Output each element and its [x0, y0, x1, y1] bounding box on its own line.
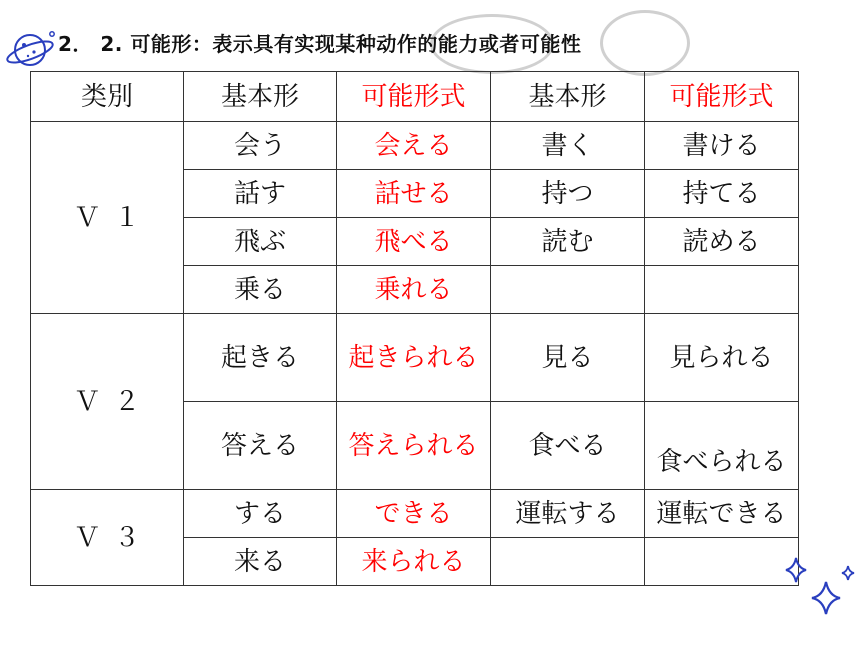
- header-potential-form: 可能形式: [645, 72, 799, 122]
- base-form-cell: 飛ぶ: [184, 218, 337, 266]
- table-row: [31, 122, 799, 170]
- base-form-cell: [491, 538, 645, 586]
- conjugation-table: [30, 71, 799, 586]
- base-form-cell: する: [184, 490, 337, 538]
- header-category: 类別: [31, 72, 184, 122]
- sparkle-stars-icon: [780, 552, 860, 622]
- base-form-cell: 持つ: [491, 170, 645, 218]
- base-form-cell: 答える: [184, 402, 337, 490]
- potential-form-cell: 読める: [645, 218, 799, 266]
- table-row: [31, 314, 799, 402]
- base-form-cell: 書く: [491, 122, 645, 170]
- base-form-cell: 読む: [491, 218, 645, 266]
- potential-form-text: 起きられる: [348, 342, 479, 373]
- potential-form-cell: 話せる: [337, 170, 491, 218]
- potential-form-cell: できる: [337, 490, 491, 538]
- potential-form-cell: 持てる: [645, 170, 799, 218]
- base-form-cell: 来る: [184, 538, 337, 586]
- potential-form-cell: 乗れる: [337, 266, 491, 314]
- section-number: 2: [58, 32, 73, 56]
- potential-form-text: 答えられる: [348, 430, 479, 461]
- table-row: [31, 490, 799, 538]
- potential-form-cell: 会える: [337, 122, 491, 170]
- potential-form-cell: 見られる: [645, 314, 799, 402]
- potential-form-cell: 飛べる: [337, 218, 491, 266]
- group-label-v1: Ｖ１: [31, 122, 184, 314]
- highlight-circle: [600, 10, 690, 76]
- potential-form-cell: 運転できる: [645, 490, 799, 538]
- base-form-cell: 運転する: [491, 490, 645, 538]
- group-label-v3: Ｖ３: [31, 490, 184, 586]
- base-form-cell: [491, 266, 645, 314]
- table-header-row: [31, 72, 799, 122]
- base-form-cell: 乗る: [184, 266, 337, 314]
- base-form-cell: 見る: [491, 314, 645, 402]
- header-base-form: 基本形: [491, 72, 645, 122]
- potential-form-cell: [645, 266, 799, 314]
- potential-form-cell: [645, 538, 799, 586]
- potential-form-cell: 書ける: [645, 122, 799, 170]
- base-form-cell: 話す: [184, 170, 337, 218]
- potential-form-cell: [337, 314, 491, 402]
- base-form-cell: 食べる: [491, 402, 645, 490]
- header-potential-form: 可能形式: [337, 72, 491, 122]
- potential-form-cell: 来られる: [337, 538, 491, 586]
- page-title: 2． 2. 可能形：表示具有实现某种动作的能力或者可能性: [58, 32, 582, 56]
- header-base-form: 基本形: [184, 72, 337, 122]
- potential-form-cell: [337, 402, 491, 490]
- group-label-v2: Ｖ２: [31, 314, 184, 490]
- potential-form-cell: 食べられる: [645, 402, 799, 490]
- section-heading: 2. 可能形：表示具有实现某种动作的能力或者可能性: [100, 32, 582, 56]
- base-form-cell: 起きる: [184, 314, 337, 402]
- planet-icon: [4, 22, 60, 78]
- base-form-cell: 会う: [184, 122, 337, 170]
